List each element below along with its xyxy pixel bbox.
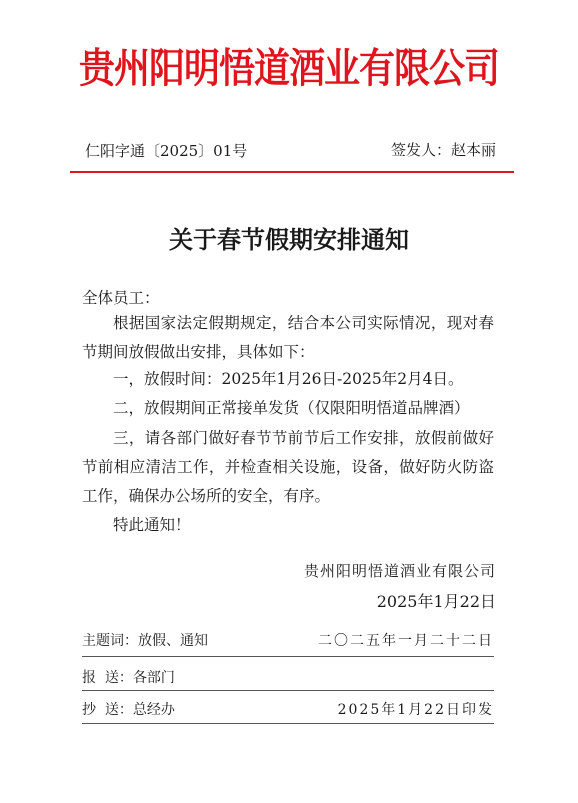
report-to: 报 送：各部门 xyxy=(82,670,175,686)
salutation: 全体员工： xyxy=(82,289,160,307)
signature-company: 贵州阳明悟道酒业有限公司 xyxy=(303,562,496,580)
report-row xyxy=(82,667,494,687)
footer-rule xyxy=(82,656,494,657)
signer: 签发人：赵本丽 xyxy=(390,141,496,159)
keywords-date: 二〇二五年一月二十二日 xyxy=(318,633,494,649)
copy-to: 抄 送：总经办 xyxy=(82,702,175,718)
document-number: 仁阳字通〔2025〕01号 xyxy=(85,142,248,160)
footer-rule xyxy=(82,723,494,724)
print-date: 2025年1月22日印发 xyxy=(337,702,494,718)
copy-row xyxy=(82,699,494,719)
keywords-row xyxy=(82,630,494,650)
notice-title: 关于春节假期安排通知 xyxy=(169,225,409,254)
item-holiday-dates: 一，放假时间：2025年1月26日-2025年2月4日。 xyxy=(113,370,464,388)
keywords: 主题词：放假、通知 xyxy=(82,633,208,649)
closing-line: 特此通知！ xyxy=(113,516,191,534)
signature-date: 2025年1月22日 xyxy=(376,592,496,611)
item-department-tasks: 三，请各部门做好春节节前节后工作安排，放假前做好节前相应清洁工作，并检查相关设施，设备，做好防火防盗工作，确保办公场所的安全，有序。 xyxy=(82,429,494,505)
company-header: 贵州阳明悟道酒业有限公司 xyxy=(78,45,499,93)
header-divider xyxy=(70,171,514,173)
footer-rule xyxy=(82,690,494,691)
intro-paragraph: 根据国家法定假期规定，结合本公司实际情况，现对春节期间放假做出安排，具体如下： xyxy=(82,314,494,361)
item-orders: 二，放假期间正常接单发货（仅限阳明悟道品牌酒） xyxy=(113,399,470,417)
